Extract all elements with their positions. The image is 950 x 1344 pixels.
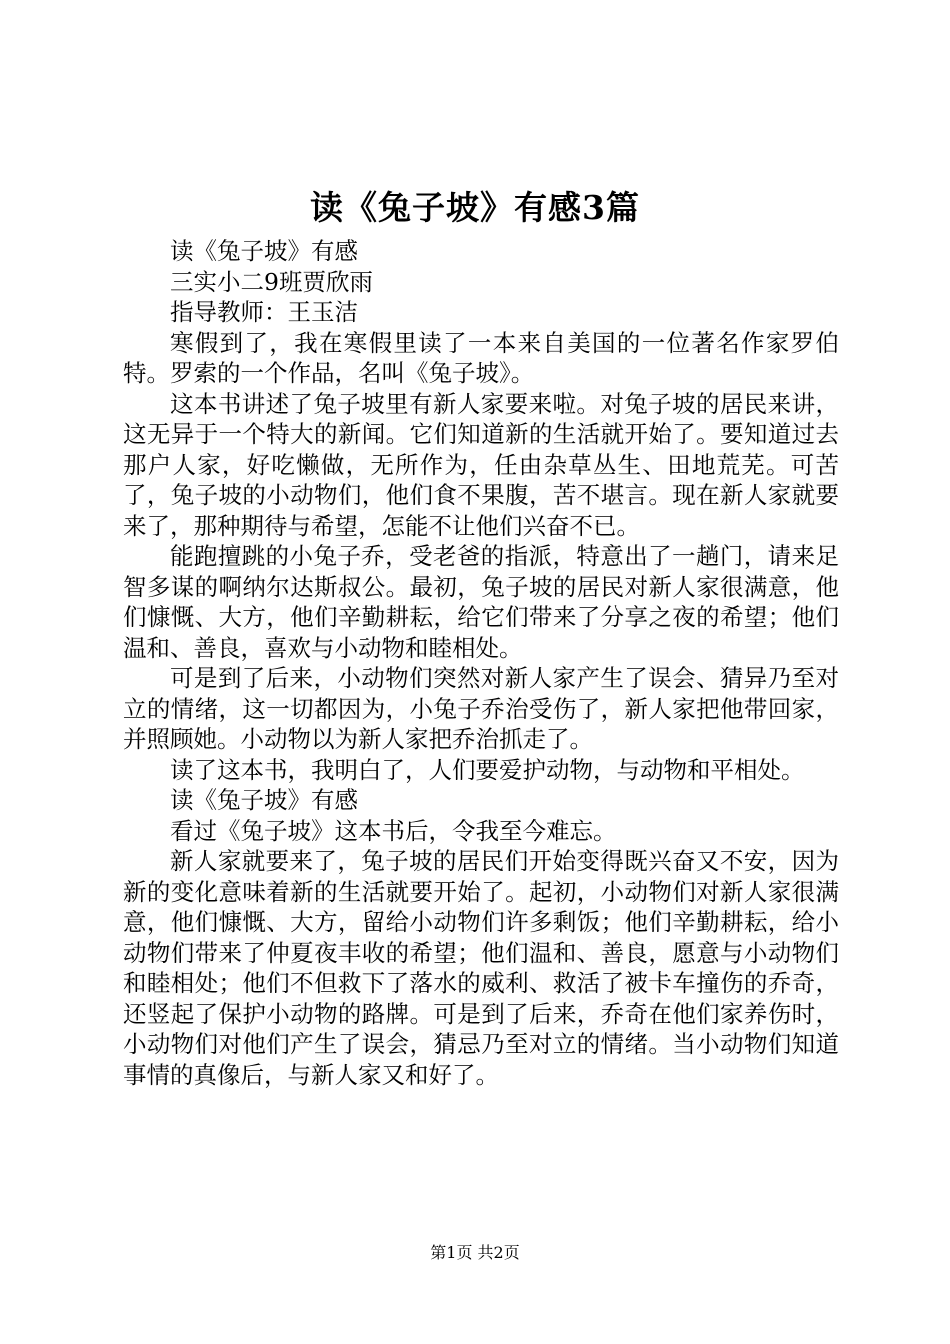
teacher-line: 指导教师：王玉洁 — [170, 298, 358, 326]
document-body — [123, 236, 839, 1090]
author-line: 三实小二9班贾欣雨 — [170, 267, 373, 296]
body-paragraph: 这本书讲述了兔子坡里有新人家要来啦。对兔子坡的居民来讲，这无异于一个特大的新闻。它们知道新的生活就开始了。要知道过去那户人家，好吃懒做，无所作为，任由杂草丛生、田地荒芜。可苦了，兔子坡的小动物们，他们食不果腹，苦不堪言。现在新人家就要来了，那种期待与希望，怎能不让他们兴奋不已。 — [123, 389, 839, 540]
body-paragraph: 能跑擅跳的小兔子乔，受老爸的指派，特意出了一趟门，请来足智多谋的啊纳尔达斯叔公。最初，兔子坡的居民对新人家很满意，他们慷慨、大方，他们辛勤耕耘，给它们带来了分享之夜的希望；他们温和、善良，喜欢与小动物和睦相处。 — [123, 542, 839, 662]
body-paragraph: 新人家就要来了，兔子坡的居民们开始变得既兴奋又不安，因为新的变化意味着新的生活就要开始了。起初，小动物们对新人家很满意，他们慷慨、大方，留给小动物们许多剩饭；他们辛勤耕耘，给小动物们带来了仲夏夜丰收的希望；他们温和、善良，愿意与小动物们和睦相处；他们不但救下了落水的威利、救活了被卡车撞伤的乔奇，还竖起了保护小动物的路牌。可是到了后来，乔奇在他们家养伤时，小动物们对他们产生了误会，猜忌乃至对立的情绪。当小动物们知道事情的真像后，与新人家又和好了。 — [123, 847, 839, 1089]
body-paragraph: 可是到了后来，小动物们突然对新人家产生了误会、猜异乃至对立的情绪，这一切都因为，小兔子乔治受伤了，新人家把他带回家，并照顾她。小动物以为新人家把乔治抓走了。 — [123, 664, 839, 753]
body-paragraph: 读了这本书，我明白了，人们要爱护动物，与动物和平相处。 — [170, 755, 805, 784]
page-footer: 第1页 共2页 — [430, 1243, 520, 1262]
document-title: 读《兔子坡》有感3篇 — [310, 188, 640, 227]
body-paragraph: 看过《兔子坡》这本书后，令我至今难忘。 — [170, 816, 617, 845]
essay-heading: 读《兔子坡》有感 — [170, 237, 358, 265]
body-paragraph: 寒假到了，我在寒假里读了一本来自美国的一位著名作家罗伯特。罗索的一个作品，名叫《兔子坡》。 — [123, 328, 839, 387]
essay-heading: 读《兔子坡》有感 — [170, 786, 358, 814]
